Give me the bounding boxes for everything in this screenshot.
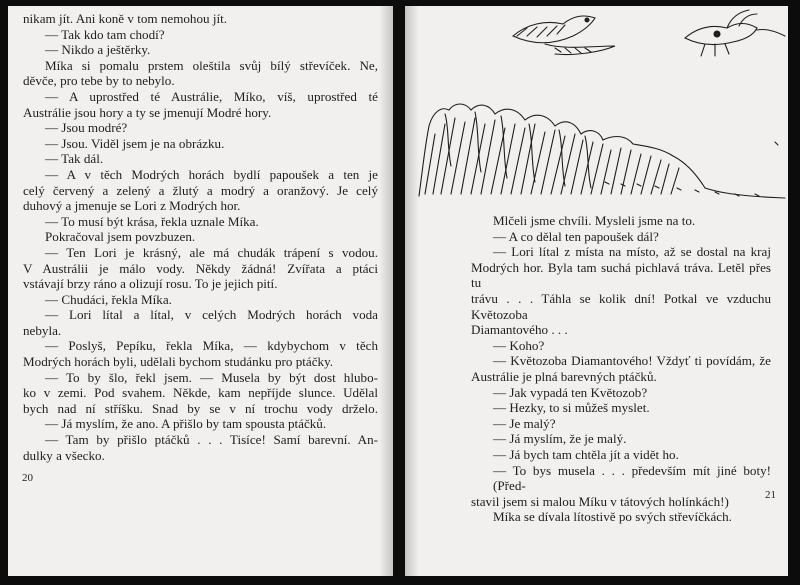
text-line: — Poslyš, Pepíku, řekla Míka, — kdybychom v těch [45,338,378,354]
text-line: — Nikdo a ještěrky. [45,42,151,58]
right-page-text [471,213,771,525]
text-line: děvče, pro tebe by to nebylo. [23,73,175,89]
text-line: — Květozoba Diamantového! Vždyť ti povídám, že [493,353,771,369]
text-line: Austrálie jsou hory a ty se jmenují Modré hory. [23,104,272,120]
text-line: — Lori lítal z místa na místo, až se dostal na kraj [493,244,771,260]
text-line: Austrálie je plná barevných ptáčků. [471,368,657,384]
text-line: — Je malý? [493,415,556,431]
text-line: Modrých horách byli, udělali bychom studánku pro ptáčky. [23,354,334,370]
left-page-number: 20 [22,472,33,484]
text-line: Diamantového . . . [471,322,568,338]
text-line: nebyla. [23,322,62,338]
right-page [405,6,788,576]
mountains-drawing [419,104,785,198]
text-line: — Já myslím, že je malý. [493,431,627,447]
text-line: vstávají brzy ráno a olizují rosu. To je jejich pití. [23,276,278,292]
text-line: — Lori lítal a lítal, v celých Modrých horách voda [45,307,378,323]
text-line: dulky a všecko. [23,447,105,463]
left-page [8,6,393,576]
text-line: — Jsou. Viděl jsem je na obrázku. [45,135,225,151]
text-line: Mlčeli jsme chvíli. Mysleli jsme na to. [493,213,696,228]
mountains-birds-illustration [405,6,788,206]
text-line: — A uprostřed té Austrálie, Míko, víš, uprostřed té [45,88,378,104]
text-line: Míka se dívala lítostivě po svých střevíčkách. [493,509,732,525]
text-line: ko v zemi. Pod svahem. Někde, kam nepříjde slunce. Udělal [23,385,378,401]
text-line: — To bys musela . . . především mít jiné boty! (Před- [493,462,771,494]
text-line: Modrých hor. Byla tam suchá pichlavá tráva. Letěl přes tu [471,259,771,291]
right-page-number: 21 [765,489,776,501]
text-line: — Tak kdo tam chodí? [45,26,165,42]
text-line: — A co dělal ten papoušek dál? [493,228,659,244]
left-page-text [23,11,378,463]
text-line: Míka si pomalu prstem oleštila svůj bílý střevíček. Ne, [45,57,378,73]
text-line: trávu . . . Táhla se kolik dní! Potkal ve vzduchu Květozoba [471,290,771,322]
text-line: stavil jsem si malou Míku v tátových holínkách!) [471,493,729,509]
text-line: — Tak dál. [45,151,104,167]
text-line: — Chudáci, řekla Míka. [45,291,172,307]
text-line: — Jak vypadá ten Květozob? [493,384,648,400]
text-line: duhový a jmenuje se Lori z Modrých hor. [23,198,241,214]
text-line: celý červený a zelený a žlutý a modrý a oranžový. Je celý [23,182,378,198]
text-line: — Ten Lori je krásný, ale má chudák trápení s vodou. [45,244,378,260]
bird-right-icon [685,10,785,56]
text-line: — A v těch Modrých horách bydlí papoušek a ten je [45,166,378,182]
text-line: nikam jít. Ani koně v tom nemohou jít. [23,11,228,26]
text-line: — To musí být krása, řekla uznale Míka. [45,213,259,229]
bird-left-icon [513,16,615,55]
text-line: — Koho? [493,337,545,353]
text-line: — Tam by přišlo ptáčků . . . Tisíce! Samí barevní. An- [45,432,378,448]
text-line: — Já bych tam chtěla jít a vidět ho. [493,446,679,462]
text-line: bych nad ní stříšku. Snad by se v ní trochu vody drželo. [23,400,378,416]
text-line: V Austrálii je málo vody. Někdy žádná! Zvířata a ptáci [23,260,378,276]
text-line: — To by šlo, řekl jsem. — Musela by být dost hlubo- [45,369,378,385]
text-line: — Hezky, to si můžeš myslet. [493,400,650,416]
text-line: Pokračoval jsem povzbuzen. [45,229,196,245]
text-line: — Já myslím, že ano. A přišlo by tam spousta ptáčků. [45,416,327,432]
text-line: — Jsou modré? [45,120,128,136]
